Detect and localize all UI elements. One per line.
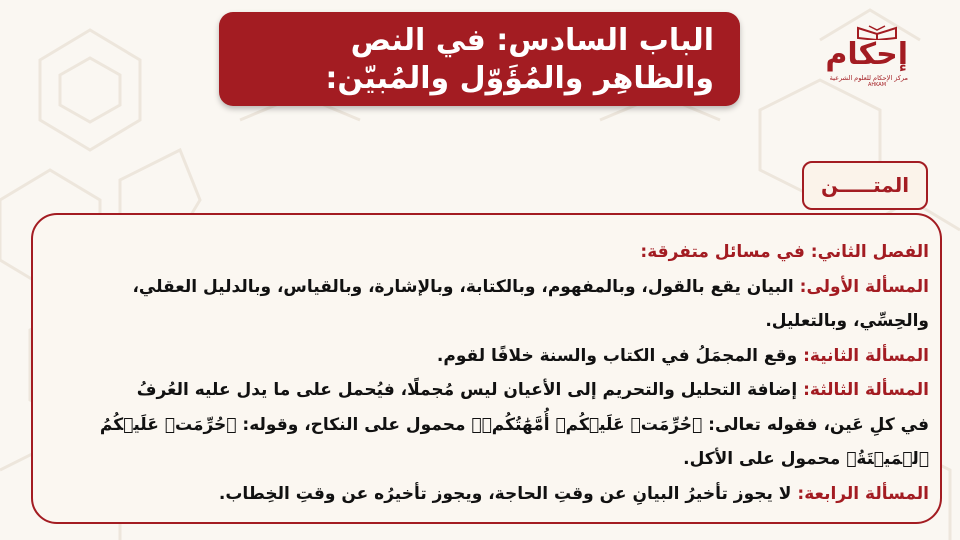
title-line-1: الباب السادس: في النص [350,23,714,58]
content-box [31,213,942,524]
logo [825,22,908,94]
issue-4-text: لا يجوز تأخيرُ البيانِ عن وقتِ الحاجة، ويجوز تأخيرُه عن وقتِ الخِطاب. [218,483,792,504]
logo-subtitle: مركز الإحكام للعلوم الشرعية [829,74,908,82]
issue-2-label: المسألة الثانية: [803,345,929,366]
issue-3-text-3: ٱلۡمَيۡتَةُ﴾ محمول على الأكل. [683,449,929,469]
issue-1-label: المسألة الأولى: [799,276,929,297]
issue-2-text: وقع المجمَلُ في الكتاب والسنة خلافًا لقوم. [436,345,798,366]
issue-3-line-2 [53,408,929,443]
issue-3-label: المسألة الثالثة: [803,380,929,400]
issue-3-text-1: إضافة التحليل والتحريم إلى الأعيان ليس مُجملًا، فيُحمل على ما يدل عليه العُرفُ [136,380,798,400]
issue-1-text-2: والحِسِّي، وبالتعليل. [765,311,929,331]
issue-3-line-3 [53,442,929,477]
title-banner [219,12,740,106]
issue-3-text-2: في كلِ عَين، فقوله تعالى: ﴿حُرِّمَتۡ عَلَيۡكُمۡ أُمَّهَٰتُكُمۡ﴾ محمول على النكاح، وقوله: ﴿حُرِّمَتۡ عَلَيۡكُمُ [99,414,929,435]
chapter-heading-text: الفصل الثاني: في مسائل متفرقة: [640,242,929,262]
issue-3-line-1 [53,373,929,408]
issue-4-label: المسألة الرابعة: [797,483,929,504]
issue-2-line [53,339,929,374]
title-line-2: والظاهِر والمُؤَوّل والمُبيّن: [325,61,714,96]
issue-4-line [53,477,929,512]
logo-tagline: AHKAM [867,82,887,88]
issue-1-line-1 [53,270,929,305]
logo-name: إحكام [825,37,908,72]
issue-1-text-1: البيان يقع بالقول، وبالمفهوم، وبالكتابة، وبالإشارة، وبالقياس، وبالدليل العقلي، [132,276,794,297]
issue-1-line-2 [53,304,929,339]
section-label: المتـــــن [802,161,928,210]
book-icon [854,24,900,40]
chapter-heading [53,235,929,270]
